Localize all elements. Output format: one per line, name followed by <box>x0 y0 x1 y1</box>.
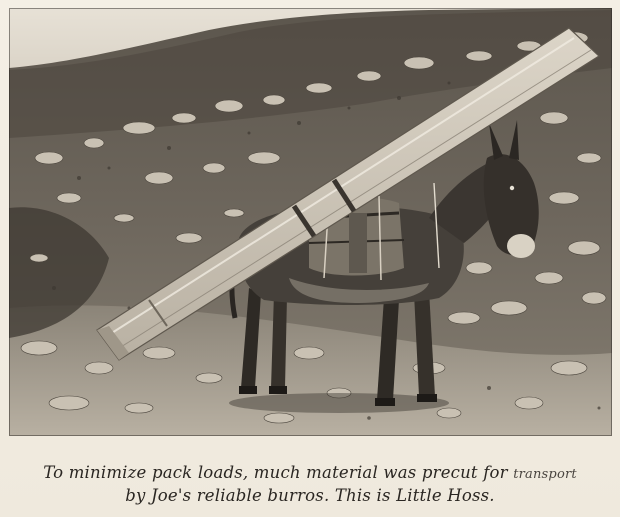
burro-photograph <box>9 8 612 436</box>
photo-illustration <box>9 8 612 436</box>
caption-line-2: by Joe's reliable burros. This is Little Hoss. <box>125 486 495 505</box>
burro-shadow <box>229 393 449 413</box>
caption-line-1-main: To minimize pack loads, much material was precut for <box>43 463 514 482</box>
caption-line-1 <box>0 462 620 485</box>
caption-line-1-end: transport <box>513 467 577 482</box>
photo-caption <box>0 462 620 506</box>
